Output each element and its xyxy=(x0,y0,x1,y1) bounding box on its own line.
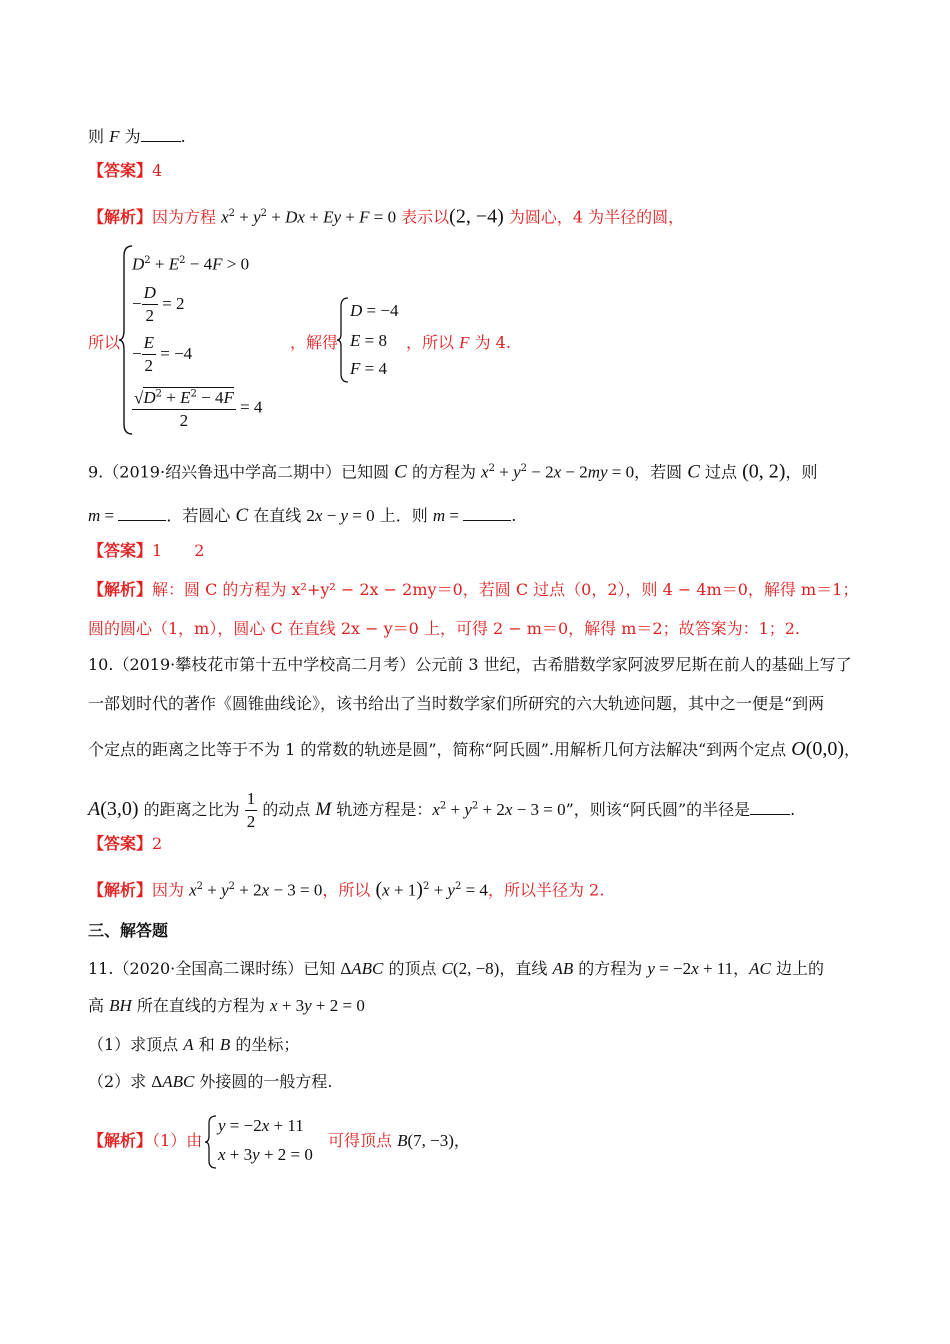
q10-line2: 一部划时代的著作《圆锥曲线论》，该书给出了当时数学家们所研究的六大轨迹问题，其中之一便是“到两 xyxy=(88,694,825,713)
system-row-4: $\frac{√D^2 + E^2 - 4F}{2}$ = 4 xyxy=(132,384,262,432)
analysis-tag: 【解析】 xyxy=(88,1131,153,1150)
q9-analysis-line2: 圆的圆心（1，m），圆心 C 在直线 2x − y＝0 上，可得 2 − m＝0，解得 m＝2；故答案为：1；2. xyxy=(88,619,801,638)
answer-value: 2 xyxy=(152,834,163,853)
q11-analysis-prefix: 【解析】（1）由 xyxy=(88,1131,203,1150)
answer-tag: 【答案】 xyxy=(88,161,153,180)
solve-label: ，解得 xyxy=(290,333,339,352)
analysis-tag: 【解析】 xyxy=(88,207,153,227)
q11-part1: （1）求顶点 A 和 B 的坐标； xyxy=(88,1035,300,1054)
q10-analysis: 【解析】因为 $x^2 + y^2 + 2x - 3 = 0$，所以 $(x + 1)^2 + y^2 = 4$，所以半径为 2. xyxy=(88,878,605,901)
q9-answer xyxy=(88,540,204,562)
q9-analysis-line1: 【解析】解：圆 C 的方程为 x²+y² − 2x − 2my＝0，若圆 C 过点（0，2），则 4 − 4m＝0，解得 m＝1； xyxy=(88,580,859,599)
solution-row-3: F = 4 xyxy=(350,359,387,378)
q11-line1: 11.（2020·全国高二课时练）已知 ΔABC 的顶点 C(2, −8)，直线 AB 的方程为 y = −2x + 11，AC 边上的 xyxy=(88,959,824,978)
left-brace-icon xyxy=(336,296,350,384)
answer-value: 1 2 xyxy=(152,541,205,560)
system-row-3: − $\frac{E}{2}$ = −4 xyxy=(132,333,193,375)
q11-system-row-2: x + 3y + 2 = 0 xyxy=(218,1145,313,1164)
q10-line4: A(3,0) 的距离之比为 $\frac{1}{2}$ 的动点 M 轨迹方程是：$x^2 + y^2 + 2x - 3 = 0$”，则该“阿氏圆”的半径是 . xyxy=(88,789,796,831)
q11-analysis-suffix: 可得顶点 B(7, −3)， xyxy=(328,1131,470,1150)
q8-analysis-line1: 【解析】因为方程 $x^2 + y^2 + Dx + Ey + F = 0$ 表示以(2, −4) 为圆心，4 为半径的圆， xyxy=(88,205,685,228)
answer-tag: 【答案】 xyxy=(88,541,153,560)
q8-answer xyxy=(88,160,162,182)
q11-line2: 高 BH 所在直线的方程为 x + 3y + 2 = 0 xyxy=(88,996,365,1015)
q11-system-row-1: y = −2x + 11 xyxy=(218,1116,304,1135)
q8-question-tail: 则 F 为 . xyxy=(88,127,186,146)
solution-row-1: D = −4 xyxy=(350,301,399,320)
analysis-tag: 【解析】 xyxy=(88,580,153,599)
q9-line1: 9.（2019·绍兴鲁迅中学高二期中）已知圆 C 的方程为 $x^2 + y^2 - 2x - 2my = 0$，若圆 C 过点 (0, 2)，则 xyxy=(88,460,818,483)
answer-tag: 【答案】 xyxy=(88,834,153,853)
q10-answer xyxy=(88,833,162,855)
analysis-tag: 【解析】 xyxy=(88,880,153,900)
q10-line3: 个定点的距离之比等于不为 1 的常数的轨迹是圆”，简称“阿氏圆”.用解析几何方法解决“到两个定点 O(0,0)， xyxy=(88,738,861,760)
q8-conclusion: ，所以 F 为 4. xyxy=(406,333,511,352)
system-row-2: − $\frac{D}{2}$ = 2 xyxy=(132,283,185,325)
solution-row-2: E = 8 xyxy=(350,331,387,350)
so-label: 所以 xyxy=(88,333,121,352)
system-row-1: $D^2 + E^2 - 4F > 0$ xyxy=(132,254,250,274)
q11-part2: （2）求 ΔABC 外接圆的一般方程. xyxy=(88,1072,333,1091)
q9-line2: m = ．若圆心 C 在直线 2x − y = 0 上．则 m = . xyxy=(88,505,517,526)
left-brace-icon xyxy=(204,1114,218,1170)
section-heading: 三、解答题 xyxy=(88,921,169,940)
answer-value: 4 xyxy=(152,161,163,180)
q10-line1: 10.（2019·攀枝花市第十五中学校高二月考）公元前 3 世纪，古希腊数学家阿波罗尼斯在前人的基础上写了 xyxy=(88,655,852,674)
